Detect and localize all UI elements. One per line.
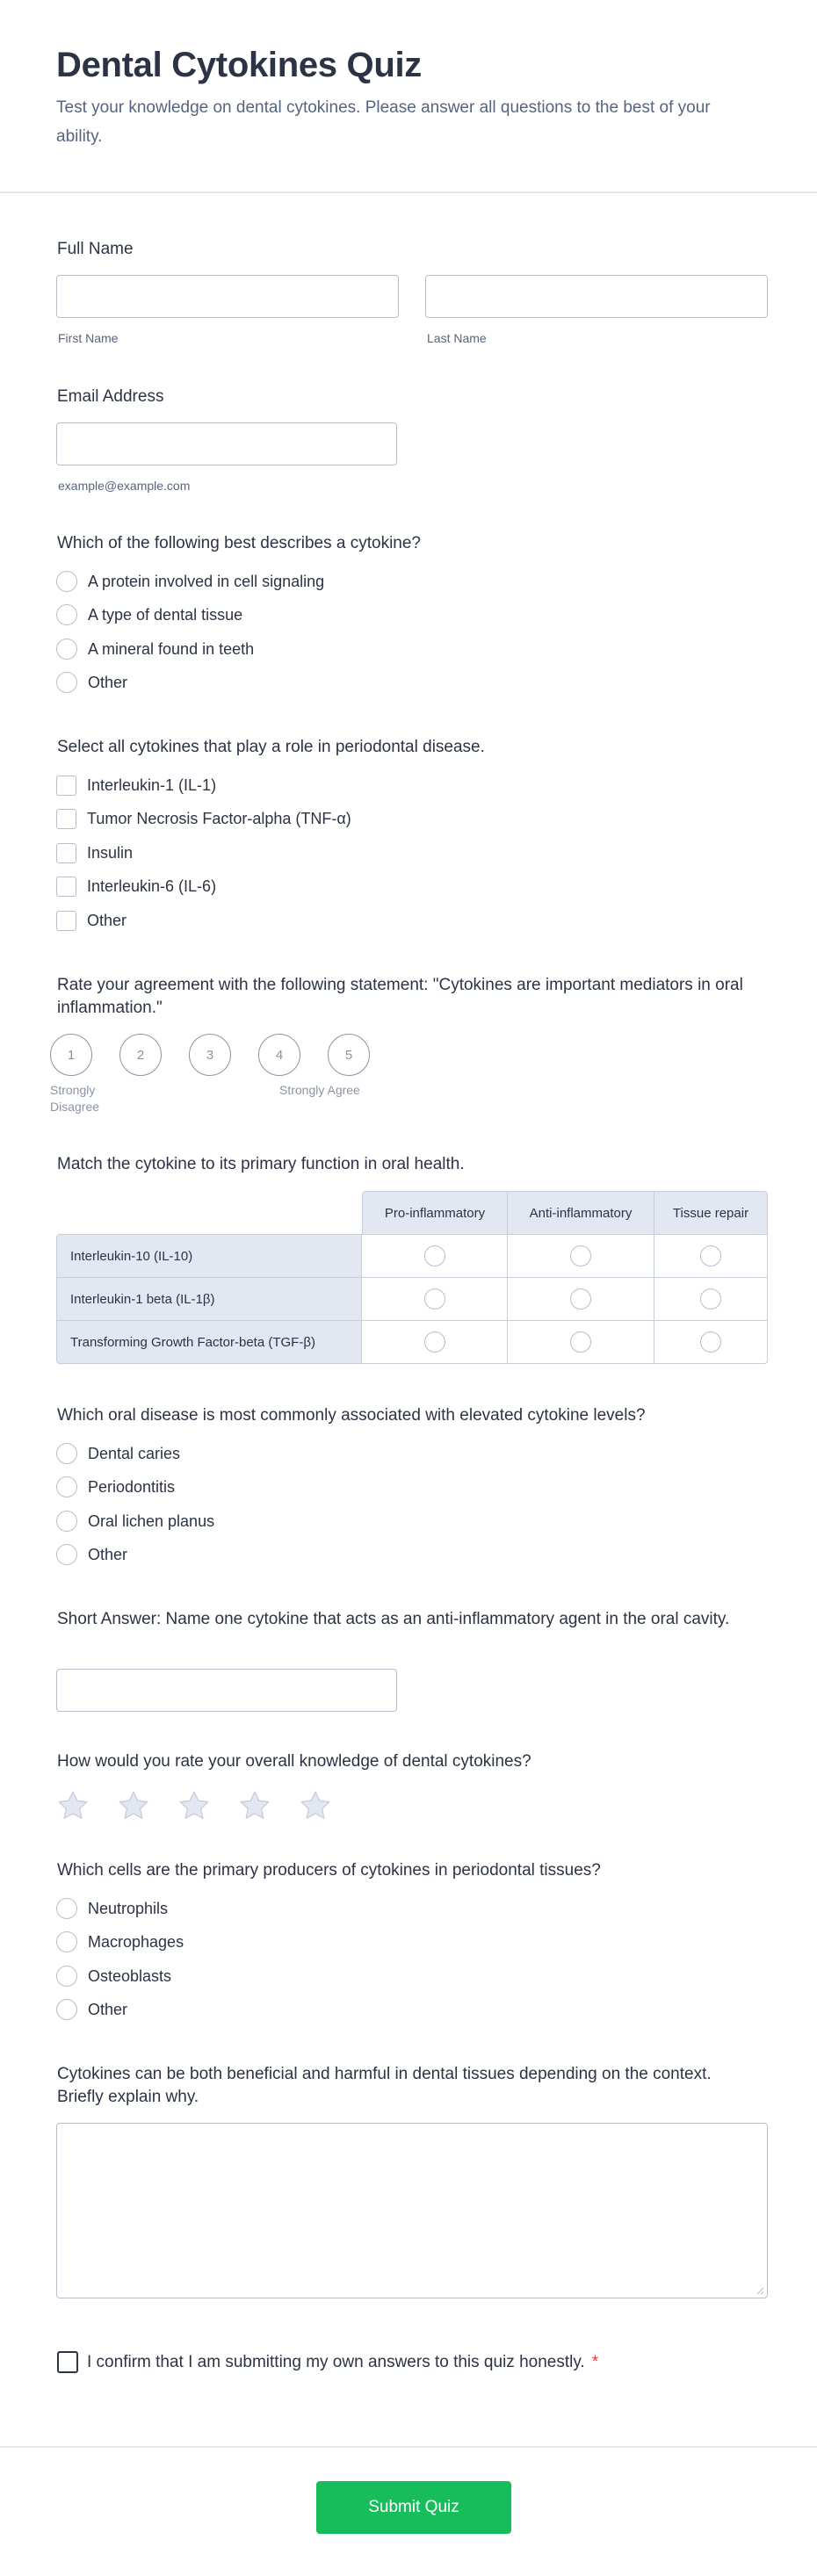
q5-option[interactable]	[56, 1543, 127, 1566]
email-sublabel: example@example.com	[58, 479, 191, 493]
option-label: Other	[88, 2000, 128, 2018]
radio-button[interactable]	[56, 672, 77, 693]
long-answer-textarea[interactable]	[56, 2123, 768, 2298]
radio-button[interactable]	[570, 1245, 591, 1266]
matrix-column-header: Anti-inflammatory	[507, 1191, 654, 1235]
star-icon[interactable]	[116, 1788, 151, 1823]
option-label: Interleukin-6 (IL-6)	[87, 877, 217, 895]
q2-option[interactable]	[56, 841, 133, 864]
q5-label: Which oral disease is most commonly associated with elevated cytokine levels?	[57, 1406, 646, 1425]
q5-option[interactable]	[56, 1476, 175, 1498]
radio-button[interactable]	[700, 1331, 721, 1353]
radio-button[interactable]	[424, 1288, 445, 1310]
radio-button[interactable]	[700, 1288, 721, 1310]
matrix-row-label: Interleukin-10 (IL-10)	[56, 1234, 362, 1278]
scale-option-2[interactable]: 2	[119, 1034, 162, 1076]
q2-option[interactable]	[56, 807, 351, 830]
submit-quiz-button[interactable]: Submit Quiz	[316, 2481, 511, 2534]
option-label: Insulin	[87, 843, 134, 862]
q1-label: Which of the following best describes a cytokine?	[57, 534, 421, 552]
matrix-cell[interactable]	[654, 1234, 768, 1278]
radio-button[interactable]	[424, 1245, 445, 1266]
option-label: Interleukin-1 (IL-1)	[87, 776, 217, 794]
scale-option-4[interactable]: 4	[258, 1034, 300, 1076]
q1-option[interactable]	[56, 570, 324, 593]
radio-button[interactable]	[56, 1898, 77, 1919]
radio-button[interactable]	[570, 1331, 591, 1353]
resize-grip-icon[interactable]	[756, 2286, 764, 2295]
checkbox[interactable]	[56, 877, 76, 897]
radio-button[interactable]	[56, 1544, 77, 1565]
option-label: Other	[88, 1545, 128, 1563]
q9-label: Cytokines can be both beneficial and harmful in dental tissues depending on the context. Briefly explain why.	[57, 2065, 712, 2106]
radio-button[interactable]	[56, 1999, 77, 2020]
matrix-column-header: Pro-inflammatory	[362, 1191, 508, 1235]
scale-max-caption: Strongly Agree	[279, 1083, 360, 1097]
option-label: Neutrophils	[88, 1899, 169, 1917]
radio-button[interactable]	[424, 1331, 445, 1353]
q8-option[interactable]	[56, 1897, 168, 1920]
matrix-cell[interactable]	[507, 1234, 654, 1278]
matrix-row-label: Interleukin-1 beta (IL-1β)	[56, 1277, 362, 1321]
q2-option[interactable]	[56, 875, 216, 898]
matrix-cell[interactable]	[361, 1277, 508, 1321]
q2-option[interactable]	[56, 774, 216, 797]
radio-button[interactable]	[56, 639, 77, 660]
option-label: Other	[87, 911, 127, 929]
checkbox[interactable]	[56, 809, 76, 829]
email-input[interactable]	[56, 422, 397, 465]
matrix-row-label: Transforming Growth Factor-beta (TGF-β)	[56, 1320, 362, 1364]
last-name-input[interactable]	[425, 275, 768, 318]
scale-option-3[interactable]: 3	[189, 1034, 231, 1076]
q7-label: How would you rate your overall knowledge of dental cytokines?	[57, 1752, 531, 1771]
q5-option[interactable]	[56, 1442, 180, 1465]
email-label: Email Address	[57, 387, 164, 406]
first-name-input[interactable]	[56, 275, 399, 318]
radio-button[interactable]	[56, 571, 77, 592]
q1-option[interactable]	[56, 603, 242, 626]
option-label: Tumor Necrosis Factor-alpha (TNF-α)	[87, 809, 351, 827]
q3-label: Rate your agreement with the following statement: "Cytokines are important mediators in oral inflammation."	[57, 976, 743, 1017]
matrix-table	[56, 1191, 768, 1367]
option-label: Osteoblasts	[88, 1966, 172, 1985]
q8-label: Which cells are the primary producers of cytokines in periodontal tissues?	[57, 1861, 601, 1880]
star-icon[interactable]	[177, 1788, 212, 1823]
radio-button[interactable]	[56, 1931, 77, 1952]
last-name-sublabel: Last Name	[427, 331, 487, 345]
matrix-column-header: Tissue repair	[654, 1191, 768, 1235]
star-icon[interactable]	[55, 1788, 90, 1823]
form-subtitle: Test your knowledge on dental cytokines. Please answer all questions to the best of your ability.	[56, 98, 711, 146]
first-name-sublabel: First Name	[58, 331, 119, 345]
radio-button[interactable]	[56, 604, 77, 625]
checkbox[interactable]	[56, 843, 76, 863]
star-icon[interactable]	[298, 1788, 333, 1823]
radio-button[interactable]	[56, 1443, 77, 1464]
option-label: Oral lichen planus	[88, 1512, 215, 1530]
q6-label: Short Answer: Name one cytokine that acts as an anti-inflammatory agent in the oral cavity.	[57, 1610, 730, 1628]
scale-option-1[interactable]: 1	[50, 1034, 92, 1076]
radio-button[interactable]	[56, 1511, 77, 1532]
q5-option[interactable]	[56, 1510, 214, 1533]
full-name-label: Full Name	[57, 240, 134, 258]
confirm-checkbox[interactable]	[57, 2351, 78, 2373]
option-label: Dental caries	[88, 1444, 181, 1462]
footer-divider	[0, 2446, 817, 2448]
radio-button[interactable]	[700, 1245, 721, 1266]
matrix-cell[interactable]	[361, 1234, 508, 1278]
q2-label: Select all cytokines that play a role in periodontal disease.	[57, 738, 485, 756]
checkbox[interactable]	[56, 911, 76, 931]
confirm-honesty[interactable]	[57, 2351, 598, 2373]
checkbox[interactable]	[56, 776, 76, 796]
radio-button[interactable]	[570, 1288, 591, 1310]
q8-option[interactable]	[56, 1965, 171, 1988]
option-label: A mineral found in teeth	[88, 639, 255, 658]
q8-option[interactable]	[56, 1930, 184, 1953]
radio-button[interactable]	[56, 1476, 77, 1497]
matrix-cell[interactable]	[654, 1277, 768, 1321]
option-label: A protein involved in cell signaling	[88, 572, 325, 590]
matrix-cell[interactable]	[507, 1320, 654, 1364]
confirm-label: I confirm that I am submitting my own answers to this quiz honestly.	[87, 2352, 585, 2371]
matrix-cell[interactable]	[361, 1320, 508, 1364]
q1-option[interactable]	[56, 638, 254, 660]
option-label: Other	[88, 673, 128, 691]
required-asterisk: *	[591, 2352, 599, 2371]
scale-option-5[interactable]: 5	[328, 1034, 370, 1076]
matrix-cell[interactable]	[654, 1320, 768, 1364]
form-header	[0, 0, 817, 193]
q1-option[interactable]	[56, 671, 127, 694]
q2-option[interactable]	[56, 909, 127, 932]
form-title: Dental Cytokines Quiz	[56, 46, 423, 84]
option-label: A type of dental tissue	[88, 605, 243, 624]
q4-label: Match the cytokine to its primary function in oral health.	[57, 1155, 465, 1173]
q8-option[interactable]	[56, 1998, 127, 2021]
option-label: Periodontitis	[88, 1477, 176, 1496]
matrix-cell[interactable]	[507, 1277, 654, 1321]
short-answer-input[interactable]	[56, 1669, 397, 1712]
scale-min-caption: Strongly Disagree	[50, 1083, 100, 1114]
star-icon[interactable]	[237, 1788, 272, 1823]
option-label: Macrophages	[88, 1932, 184, 1951]
radio-button[interactable]	[56, 1966, 77, 1987]
